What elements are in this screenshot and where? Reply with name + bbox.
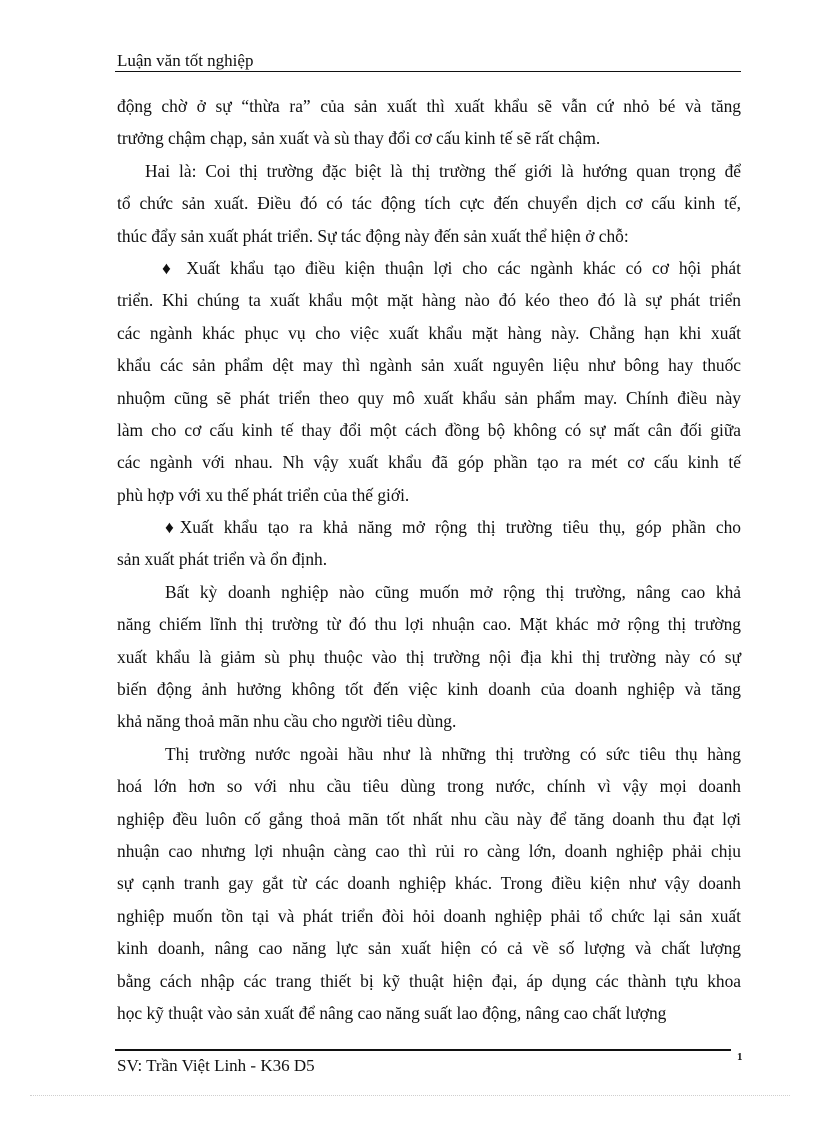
text-line: kinh doanh, nâng cao năng lực sản xuất hiện có cả về số lượng và chất lượng xyxy=(117,938,741,959)
text-line: nghiệp đều luôn cố gắng thoả mãn tốt nhất nhu cầu này để tăng doanh thu đạt lợi xyxy=(117,808,741,829)
text-line: triển. Khi chúng ta xuất khẩu một mặt hàng nào đó kéo theo đó là sự phát triển xyxy=(117,290,741,311)
body-text xyxy=(117,90,741,1029)
text-line: ♦Xuất khẩu tạo ra khả năng mở rộng thị trường tiêu thụ, góp phần cho xyxy=(165,517,741,538)
text-line: nhuộm cũng sẽ phát triển theo quy mô xuất khẩu sản phẩm may. Chính điều này xyxy=(117,387,741,408)
text-line: Hai là: Coi thị trường đặc biệt là thị trường thế giới là hướng quan trọng để xyxy=(145,160,741,181)
text-line: hoá lớn hơn so với nhu cầu tiêu dùng trong nước, chính vì vậy mọi doanh xyxy=(117,776,741,797)
text-line: nhuận cao nhưng lợi nhuận càng cao thì rủi ro càng lớn, doanh nghiệp phải chịu xyxy=(117,840,741,861)
text-line: sản xuất phát triển và ổn định. xyxy=(117,549,328,570)
text-line: tổ chức sản xuất. Điều đó có tác động tích cực đến chuyển dịch cơ cấu kinh tế, xyxy=(117,193,741,214)
text-line: các ngành với nhau. Nh vậy xuất khẩu đã góp phần tạo ra mét cơ cấu kinh tế xyxy=(117,452,741,473)
text-line: Bất kỳ doanh nghiệp nào cũng muốn mở rộng thị trường, nâng cao khả xyxy=(165,581,741,602)
text-line: các ngành khác phục vụ cho việc xuất khẩu mặt hàng này. Chẳng hạn khi xuất xyxy=(117,322,741,343)
text-line: khả năng thoả mãn nhu cầu cho người tiêu dùng. xyxy=(117,711,457,732)
text-line: làm cho cơ cấu kinh tế thay đổi một cách đồng bộ không có sự mất cân đối giữa xyxy=(117,419,741,440)
text-line: ♦ Xuất khẩu tạo điều kiện thuận lợi cho các ngành khác có cơ hội phát xyxy=(162,257,741,278)
running-header: Luận văn tốt nghiệp xyxy=(117,51,254,70)
footer-author: SV: Trần Việt Linh - K36 D5 xyxy=(117,1056,315,1075)
text-line: năng chiếm lĩnh thị trường từ đó thu lợi nhuận cao. Mặt khác mở rộng thị trường xyxy=(117,614,741,635)
text-line: biến động ảnh hưởng không tốt đến việc kinh doanh của doanh nghiệp và tăng xyxy=(117,679,741,700)
page-number: 1 xyxy=(737,1051,743,1063)
footer-rule xyxy=(115,1049,731,1051)
page-bottom-divider xyxy=(30,1095,790,1096)
text-line: trưởng chậm chạp, sản xuất và sù thay đổi cơ cấu kinh tế sẽ rất chậm. xyxy=(117,128,601,149)
text-line: sự cạnh tranh gay gắt từ các doanh nghiệp khác. Trong điều kiện như vậy doanh xyxy=(117,873,741,894)
header-rule xyxy=(115,71,741,72)
text-line: bằng cách nhập các trang thiết bị kỹ thuật hiện đại, áp dụng các thành tựu khoa xyxy=(117,970,741,991)
text-line: thúc đẩy sản xuất phát triển. Sự tác động này đến sản xuất thể hiện ở chỗ: xyxy=(117,225,629,246)
text-line: Thị trường nước ngoài hầu như là những thị trường có sức tiêu thụ hàng xyxy=(165,743,741,764)
text-line: xuất khẩu là giảm sù phụ thuộc vào thị trường nội địa khi thị trường này có sự xyxy=(117,646,741,667)
text-line: học kỹ thuật vào sản xuất để nâng cao năng suất lao động, nâng cao chất lượng xyxy=(117,1002,667,1023)
text-line: nghiệp muốn tồn tại và phát triển đòi hỏi doanh nghiệp phải tổ chức lại sản xuất xyxy=(117,905,741,926)
text-line: phù hợp với xu thế phát triển của thế giới. xyxy=(117,484,410,505)
text-line: khẩu các sản phẩm dệt may thì ngành sản xuất nguyên liệu như bông hay thuốc xyxy=(117,355,741,376)
text-line: động chờ ở sự “thừa ra” của sản xuất thì xuất khẩu sẽ vẫn cứ nhỏ bé và tăng xyxy=(117,96,741,116)
